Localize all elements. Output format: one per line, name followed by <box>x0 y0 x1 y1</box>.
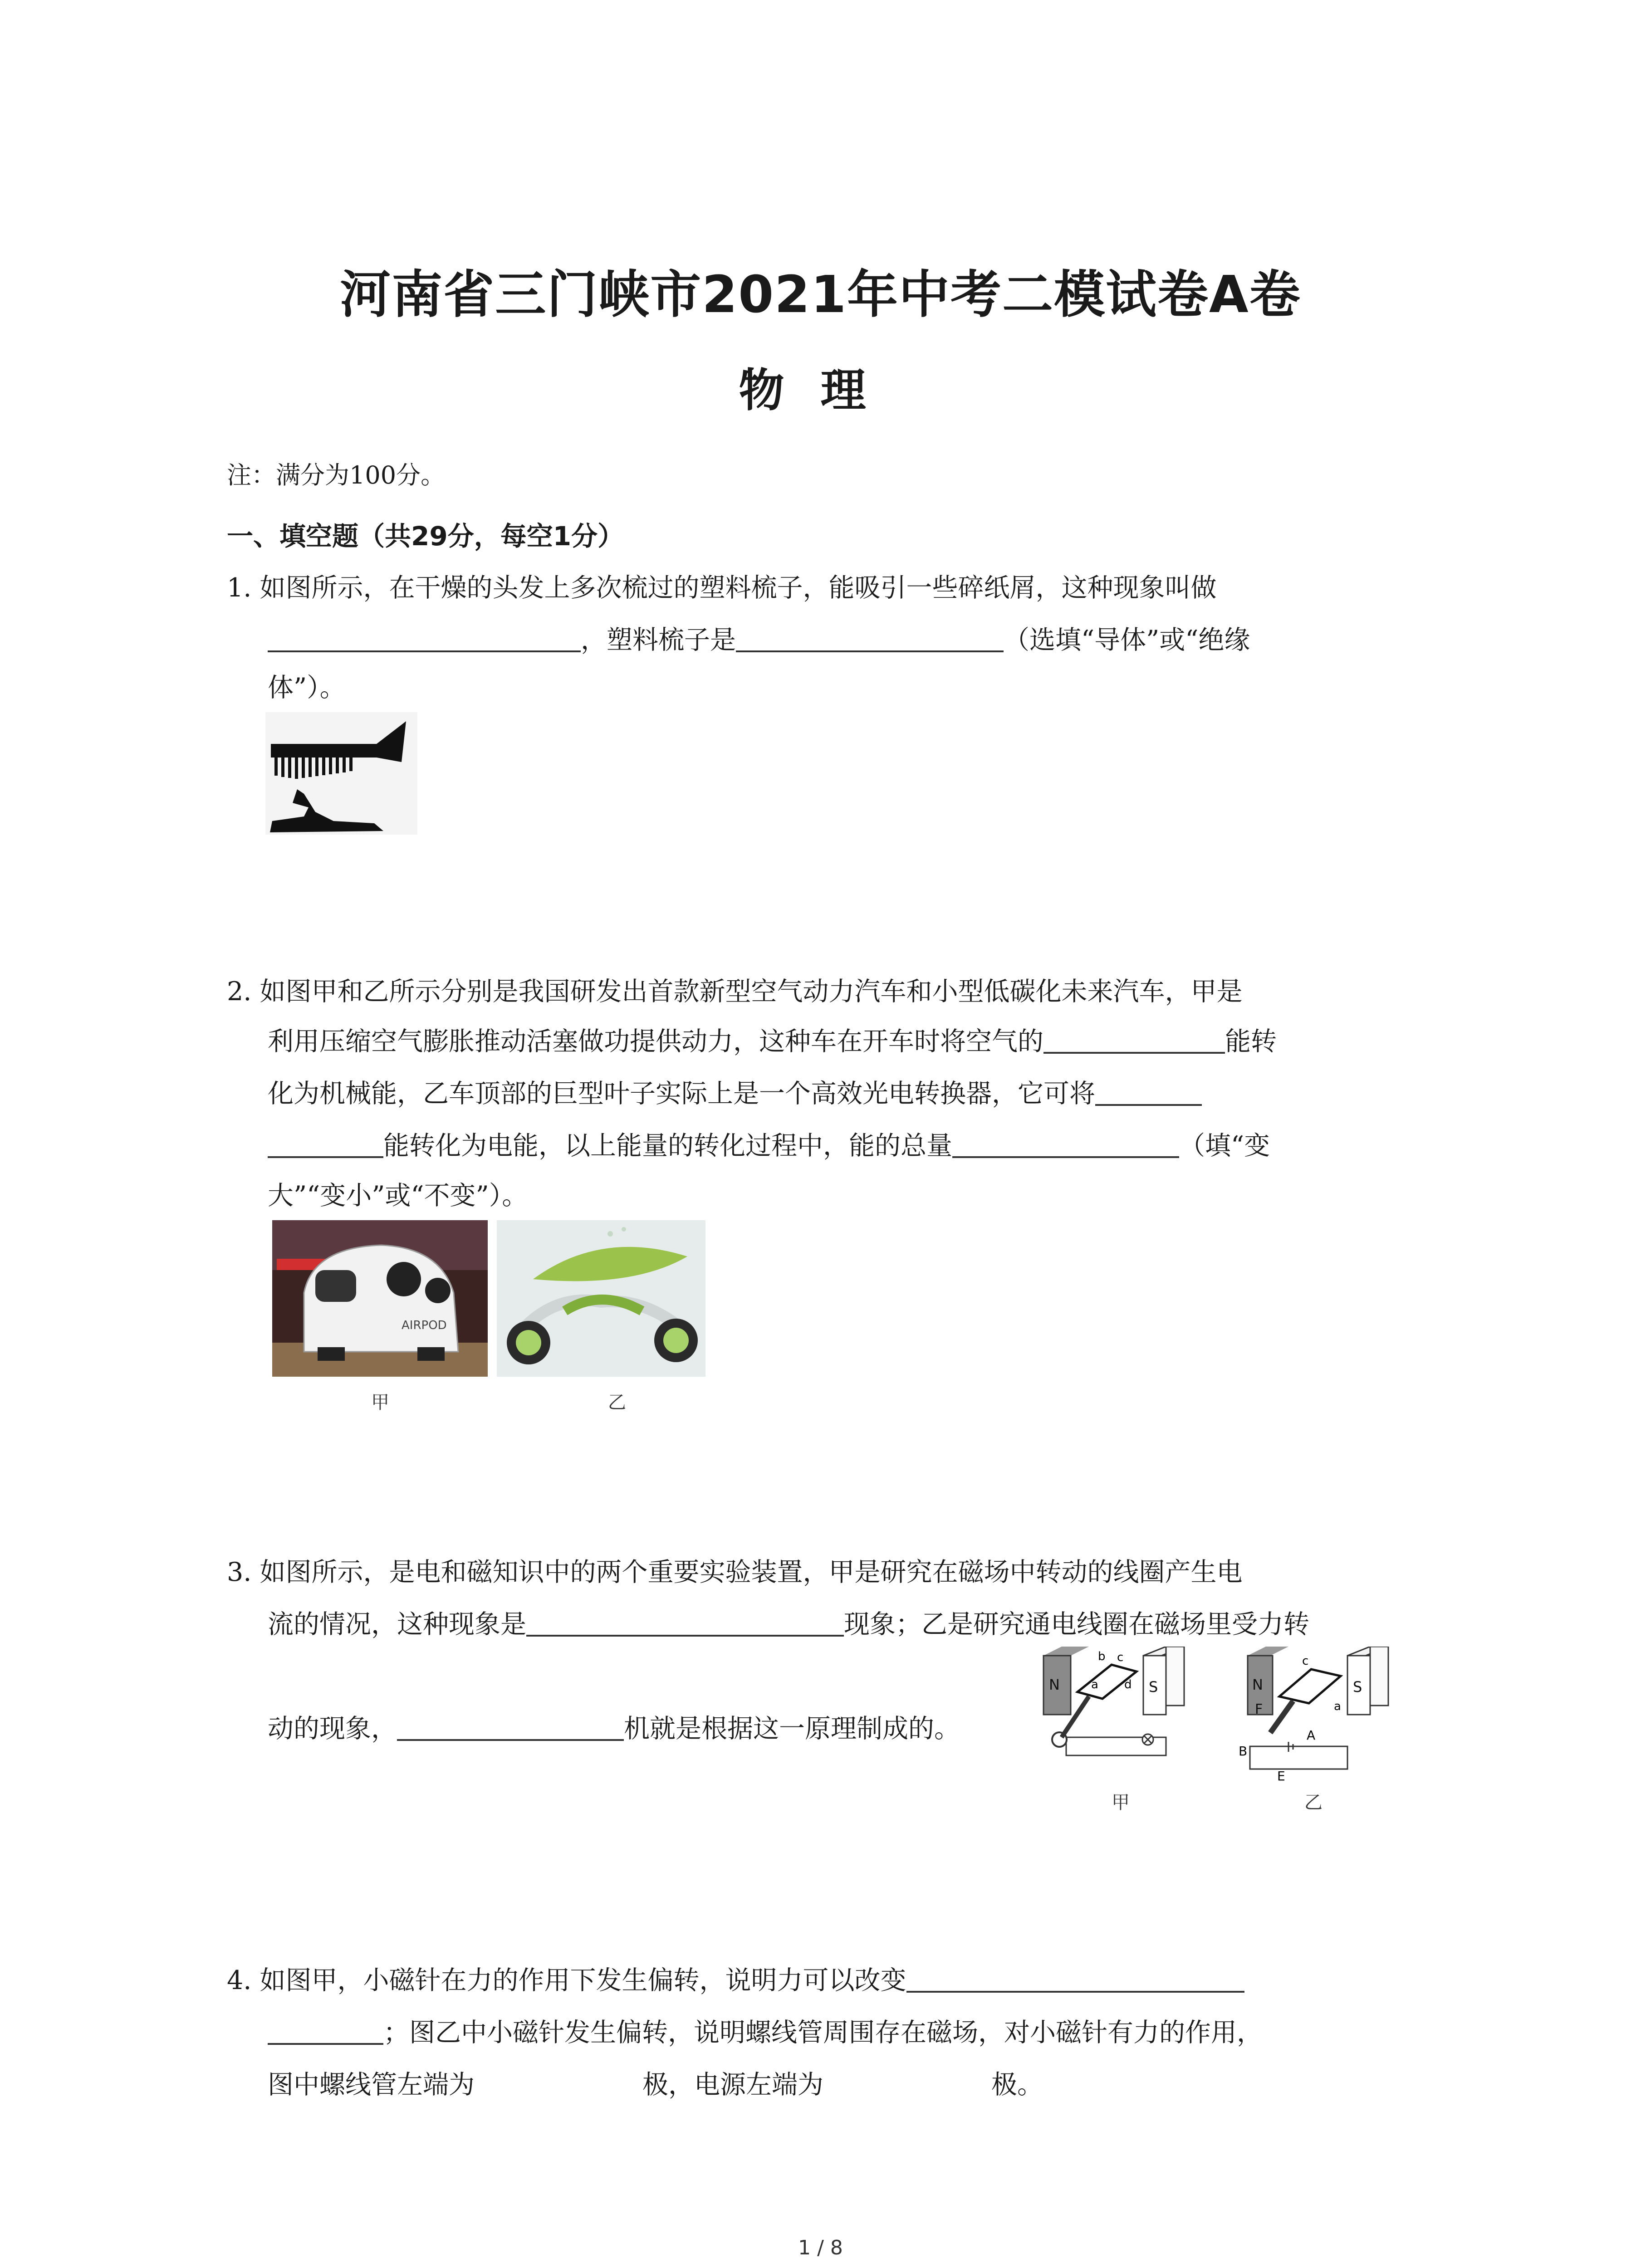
q2-line4-mid: 能转化为电能，以上能量的转化过程中，能的总量 <box>383 1131 952 1161</box>
q3-line3 <box>268 1708 960 1745</box>
motor-n-label: N <box>1252 1676 1263 1693</box>
q2-line1: 2. 如图甲和乙所示分别是我国研发出首款新型空气动力汽车和小型低碳化未来汽车，甲是 <box>227 977 1243 1007</box>
q2-line5: 大”“变小”或“不变”）。 <box>268 1181 528 1211</box>
q2-caption-jia: 甲 <box>371 1392 389 1413</box>
subject-title: 物理 <box>739 364 902 417</box>
gen-a-label: a <box>1091 1678 1098 1691</box>
motor-f-label: F <box>1255 1701 1263 1717</box>
q2-blank-1[interactable] <box>1043 1026 1225 1054</box>
q1-line2-end: （选填“导体”或“绝缘 <box>1004 625 1250 655</box>
q4-line1 <box>227 1960 1244 1997</box>
gen-s-label: S <box>1149 1678 1158 1696</box>
q3-line2 <box>268 1603 1309 1641</box>
q2-blank-3[interactable] <box>952 1131 1179 1158</box>
q4-line2-end: ；图乙中小磁针发生偏转，说明螺线管周围存在磁场，对小磁针有力的作用， <box>383 2018 1263 2048</box>
q2-line2 <box>268 1021 1277 1058</box>
generator-diagram <box>1034 1647 1202 1783</box>
air-car-image <box>272 1220 488 1377</box>
q4-blank-1b[interactable] <box>268 2018 383 2045</box>
q2-line4 <box>268 1125 1270 1162</box>
exam-title: 河南省三门峡市2021年中考二模试卷A卷 <box>340 265 1301 324</box>
q4-blank-3[interactable] <box>823 2068 991 2093</box>
q3-line3-start: 动的现象， <box>268 1714 397 1744</box>
q1-line3: 体”）。 <box>268 673 346 703</box>
page-number: 1 / 8 <box>798 2236 843 2259</box>
leaf-car-image <box>497 1220 705 1377</box>
q2-line2-start: 利用压缩空气膨胀推动活塞做功提供动力，这种车在开车时将空气的 <box>268 1026 1043 1056</box>
q4-line1-text: 4. 如图甲，小磁针在力的作用下发生偏转，说明力可以改变 <box>227 1965 906 1995</box>
q3-blank-2[interactable] <box>397 1714 624 1741</box>
gen-b-label: b <box>1098 1650 1106 1663</box>
q3-caption-jia: 甲 <box>1112 1792 1130 1813</box>
motor-c-label: c <box>1302 1654 1309 1668</box>
svg-text:AIRPOD: AIRPOD <box>402 1319 447 1332</box>
q2-line3 <box>268 1073 1202 1110</box>
q2-caption-yi: 乙 <box>608 1392 626 1413</box>
gen-c-label: c <box>1117 1651 1124 1664</box>
gen-n-label: N <box>1049 1676 1060 1693</box>
q3-line2-end: 现象；乙是研究通电线圈在磁场里受力转 <box>844 1609 1309 1639</box>
motor-bigB-label: B <box>1239 1744 1248 1759</box>
motor-s-label: S <box>1353 1678 1362 1696</box>
q1-blank-1[interactable] <box>268 625 581 652</box>
q2-blank-2b[interactable] <box>268 1131 383 1158</box>
q3-line3-end: 机就是根据这一原理制成的。 <box>624 1714 960 1744</box>
motor-a-label: a <box>1334 1700 1341 1713</box>
motor-diagram <box>1239 1647 1402 1783</box>
q4-line3-start: 图中螺线管左端为 <box>268 2070 475 2100</box>
q2-line4-end: （填“变 <box>1179 1131 1270 1161</box>
q4-blank-1a[interactable] <box>906 1965 1244 1993</box>
q3-line1: 3. 如图所示，是电和磁知识中的两个重要实验装置，甲是研究在磁场中转动的线圈产生电 <box>227 1557 1243 1587</box>
q4-line3 <box>268 2064 1043 2101</box>
motor-bigA-label: A <box>1307 1728 1316 1743</box>
motor-bigE-label: E <box>1277 1769 1285 1783</box>
q1-line2-mid: ，塑料梳子是 <box>581 625 736 655</box>
q1-line2 <box>268 619 1250 656</box>
section-heading: 一、填空题（共29分，每空1分） <box>227 521 624 552</box>
q4-blank-2[interactable] <box>475 2068 642 2093</box>
q3-line2-start: 流的情况，这种现象是 <box>268 1609 526 1639</box>
q2-blank-2a[interactable] <box>1095 1079 1202 1106</box>
score-note: 注：满分为100分。 <box>227 461 446 489</box>
comb-paper-image <box>265 712 417 835</box>
q3-blank-1[interactable] <box>526 1609 844 1637</box>
q1-blank-2[interactable] <box>736 625 1004 652</box>
q2-line2-end: 能转 <box>1225 1026 1277 1056</box>
q4-line3-end: 极。 <box>991 2070 1043 2100</box>
gen-d-label: d <box>1124 1678 1132 1691</box>
q3-caption-yi: 乙 <box>1304 1792 1323 1813</box>
q2-line3-start: 化为机械能，乙车顶部的巨型叶子实际上是一个高效光电转换器，它可将 <box>268 1079 1095 1109</box>
q1-line1: 1. 如图所示，在干燥的头发上多次梳过的塑料梳子，能吸引一些碎纸屑，这种现象叫做 <box>227 573 1217 603</box>
q4-line2 <box>268 2012 1263 2049</box>
q4-line3-mid: 极，电源左端为 <box>642 2070 823 2100</box>
